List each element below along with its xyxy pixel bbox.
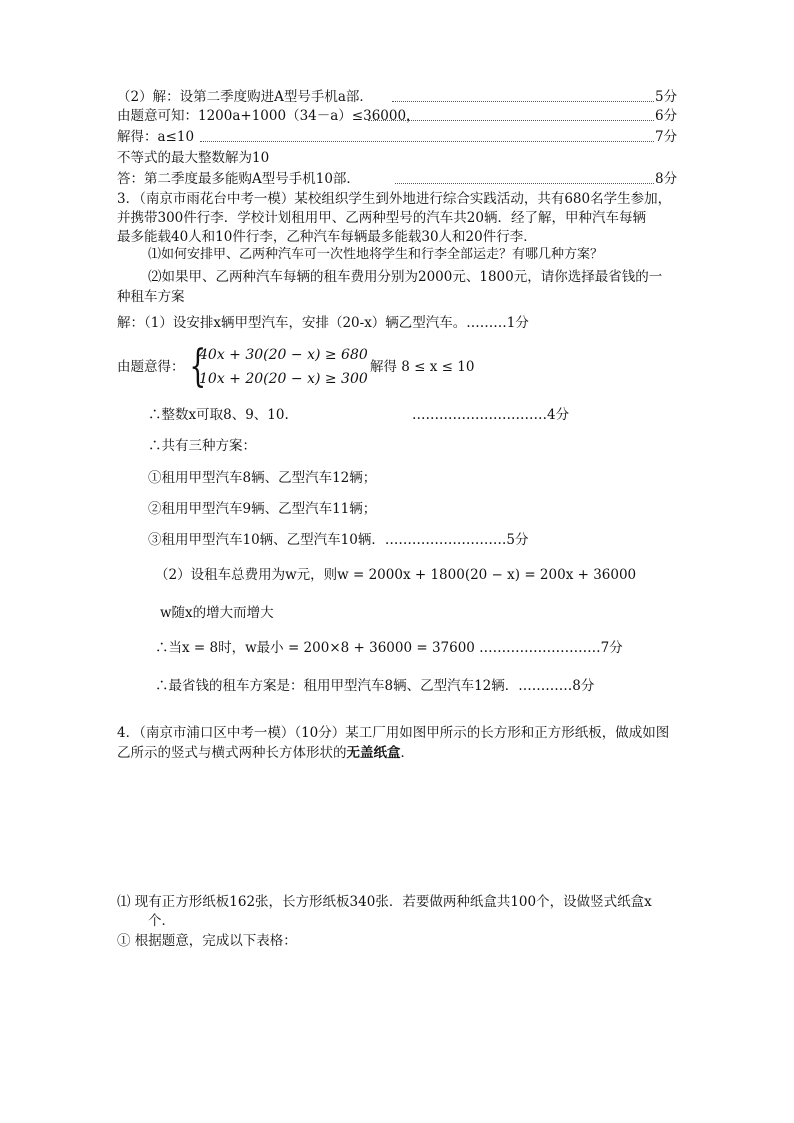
solution-line: ∴共有三种方案： <box>148 438 256 454</box>
dotted-leader <box>392 101 654 102</box>
problem-3-question-2: ⑵如果甲、乙两种汽车每辆的租车费用分别为2000元、1800元，请你选择最省钱的一 <box>148 269 663 285</box>
problem-3-solution-line: 解：（1）设安排x辆甲型汽车，安排（20-x）辆乙型汽车。………1分 <box>117 315 529 331</box>
problem-3-question-1: ⑴如何安排甲、乙两种汽车可一次性地将学生和行李全部运走？有哪几种方案？ <box>148 247 604 262</box>
problem-4-stem: 4．（南京市浦口区中考一模）（10分）某工厂用如图甲所示的长方形和正方形纸板，做成如图 <box>117 725 670 741</box>
plan-item: ②租用甲型汽车9辆、乙型汽车11辆； <box>148 501 377 517</box>
score-label: 5分 <box>655 89 678 105</box>
solution-line: 解得：a≤10 <box>117 129 195 145</box>
problem-3-stem: 最多能载40人和10件行李，乙种汽车每辆最多能载30人和20件行李． <box>117 229 537 245</box>
dotted-leader <box>200 141 654 142</box>
problem-3-stem: 3．（南京市雨花台中考一模）某校组织学生到外地进行综合实践活动，共有680名学生参加， <box>117 191 672 207</box>
plan-item: ①租用甲型汽车8辆、乙型汽车12辆； <box>148 470 377 486</box>
problem-4-stem-text: 乙所示的竖式与横式两种长方体形状的 <box>117 745 347 761</box>
plan-item: ③租用甲型汽车10辆、乙型汽车10辆．………………………5分 <box>148 532 529 548</box>
solution-line: ∴当x = 8时，w最小 = 200×8 + 36000 = 37600 ………………………7分 <box>155 640 623 656</box>
problem-4-subquestion: ① 根据题意，完成以下表格： <box>117 933 297 949</box>
dotted-leader <box>368 120 654 121</box>
problem-4-question-1: 个． <box>148 913 175 929</box>
score-label: …………………………4分 <box>412 407 570 423</box>
solution-line: w随x的增大而增大 <box>160 605 274 621</box>
system-result: 解得 8 ≤ x ≤ 10 <box>370 359 475 375</box>
problem-3-question-2: 种租车方案 <box>117 289 185 305</box>
solution-line: 答：第二季度最多能购A型号手机10部． <box>117 171 360 187</box>
inequality: 10x + 20(20 − x) ≥ 300 <box>199 371 368 387</box>
left-brace-icon: { <box>189 341 207 392</box>
score-label: 6分 <box>655 108 678 124</box>
dotted-leader <box>395 183 654 184</box>
solution-line: ∴整数x可取8、9、10. <box>148 407 289 423</box>
score-label: 7分 <box>655 129 678 145</box>
system-prefix: 由题意得： <box>117 359 185 375</box>
problem-4-stem-bold: 无盖纸盒 <box>346 745 401 761</box>
solution-line: （2）解：设第二季度购进A型号手机a部． <box>117 89 373 105</box>
solution-line: 不等式的最大整数解为10 <box>117 150 270 166</box>
solution-line: ∴最省钱的租车方案是：租用甲型汽车8辆、乙型汽车12辆．…………8分 <box>155 678 595 694</box>
solution-line: （2）设租车总费用为w元，则w = 2000x + 1800(20 − x) = 200x + 36000 <box>155 567 637 583</box>
problem-4-stem-text: ． <box>400 745 414 761</box>
problem-4-stem <box>117 744 414 762</box>
problem-4-question-1: ⑴ 现有正方形纸板162张，长方形纸板340张．若要做两种纸盒共100个，设做竖式纸盒x <box>117 894 652 910</box>
solution-line: 由题意可知：1200a+1000（34－a）≤36000， <box>117 108 420 124</box>
score-label: 8分 <box>655 171 678 187</box>
inequality: 40x + 30(20 − x) ≥ 680 <box>199 347 368 363</box>
problem-3-stem: 并携带300件行李．学校计划租用甲、乙两种型号的汽车共20辆．经了解，甲种汽车每辆 <box>117 210 646 226</box>
